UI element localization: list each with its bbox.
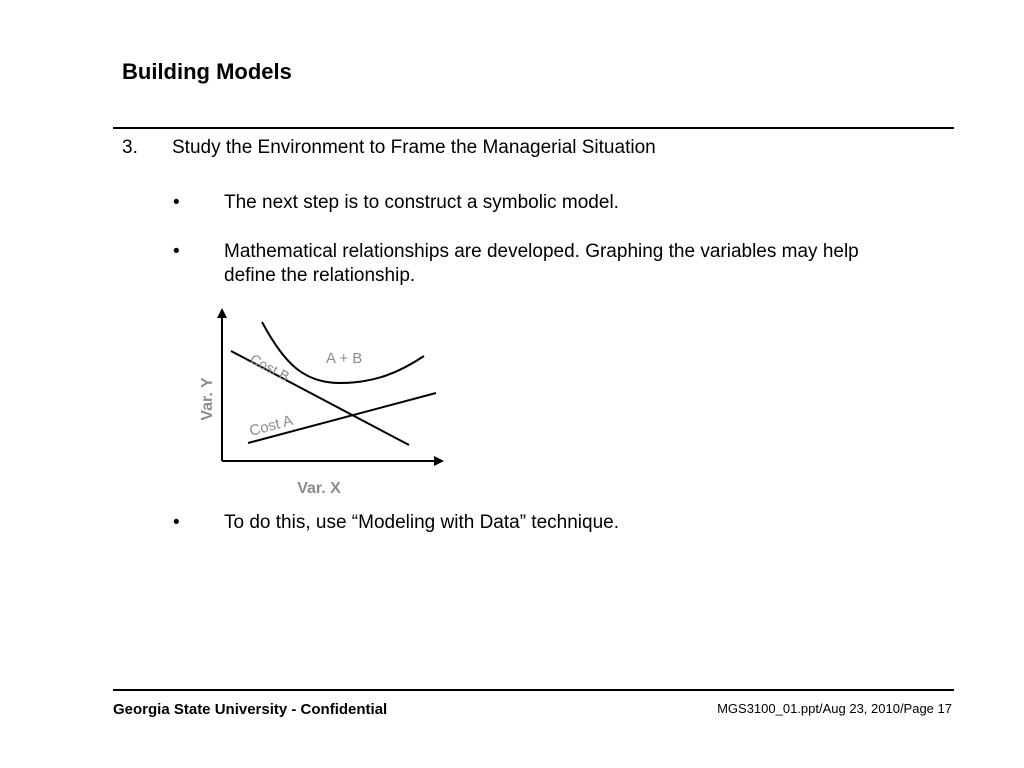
bullet-marker: • [173,241,180,262]
title-divider [113,127,954,129]
bullet-text: The next step is to construct a symbolic model. [224,192,619,213]
bullet-text: To do this, use “Modeling with Data” technique. [224,512,619,533]
variable-graph [190,300,450,505]
step-text: Study the Environment to Frame the Managerial Situation [172,137,656,158]
bullet-text: Mathematical relationships are developed. Graphing the variables may help define the relationship. [224,241,859,286]
footer-divider [113,689,954,691]
footer-page-info: MGS3100_01.ppt/Aug 23, 2010/Page 17 [717,701,952,716]
footer-organization: Georgia State University - Confidential [113,701,388,718]
sum-curve-label: A + B [326,350,363,367]
y-axis-label: Var. Y [199,377,216,421]
cost-a-label: Cost A [247,412,295,440]
step-number: 3. [122,137,138,158]
slide-title: Building Models [122,59,292,84]
bullet-marker: • [173,512,180,533]
cost-b-label: Cost B [247,350,293,385]
bullet-marker: • [173,192,180,213]
x-axis-label: Var. X [297,480,341,497]
